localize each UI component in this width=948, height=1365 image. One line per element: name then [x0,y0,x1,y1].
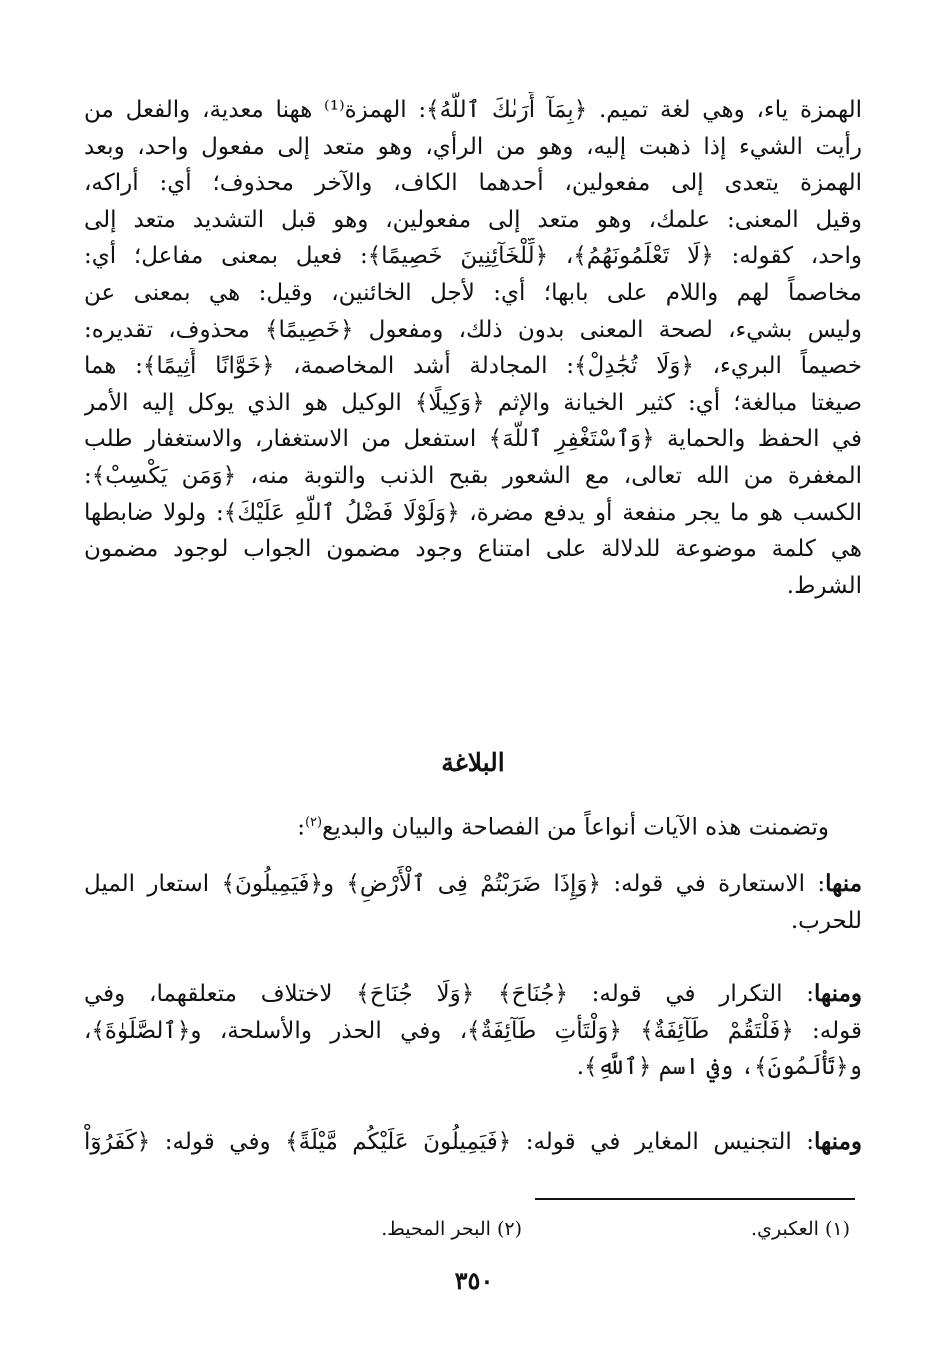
footnote-2: (٢) البحر المحيط. [381,1218,522,1240]
paragraph-line: واحد، كقوله: ﴿لَا تَعْلَمُونَهُمُ﴾، ﴿لِّلْخَآئِنِينَ خَصِيمًا﴾: فعيل بمعنى مفاعل؛ أي: [84,243,862,270]
paragraph-line: هي كلمة موضوعة للدلالة على امتناع وجود مضمون الجواب لوجود مضمون [84,536,862,563]
paragraph-line: الكسب هو ما يجر منفعة أو يدفع مضرة، ﴿وَلَوْلَا فَضْلُ ٱللَّهِ عَلَيْكَ﴾: ولولا ضابطها [84,499,862,526]
item-line [84,1124,862,1161]
item-text: : الاستعارة في قوله: ﴿وَإِذَا ضَرَبْتُمْ فِى ٱلْأَرْضِ﴾ و﴿فَيَمِيلُونَ﴾ استعار الميل [84,871,826,897]
paragraph-line: مخاصماً لهم واللام على بابها؛ أي: لأجل الخائنين، وقيل: هي بمعنى عن [84,279,862,306]
item-text: : التجنيس المغاير في قوله: ﴿فَيَمِيلُونَ عَلَيْكُم مَّيْلَةً﴾ وفي قوله: ﴿كَفَرُوٓاْ [84,1129,815,1155]
section-heading: البلاغة [441,748,505,777]
footnote-divider [535,1198,855,1200]
item-line: للحرب. [790,907,862,934]
paragraph-line: خصيماً البريء، ﴿وَلَا تُجَٰدِلْ﴾: المجادلة أشد المخاصمة، ﴿خَوَّانًا أَثِيمًا﴾: هما [84,353,862,380]
item-line [84,866,862,903]
item-text: : التكرار في قوله: ﴿جُنَاحَ﴾ ﴿وَلَا جُنَاحَ﴾ لاختلاف متعلقهما، وفي [84,981,815,1007]
paragraph-line: وليس بشيء، لصحة المعنى بدون ذلك، ومفعول ﴿خَصِيمًا﴾ محذوف، تقديره: [84,316,862,343]
intro-trailing: : [297,814,305,841]
item-lead: ومنها [814,980,862,1007]
page-number: ٣٥٠ [454,1266,494,1295]
item-line: قوله: ﴿فَلْتَقُمْ طَآئِفَةٌ﴾ ﴿وَلْتَأْتِ طَآئِفَةٌ﴾، وفي الحذر والأسلحة، و﴿ٱلصَّلَوٰةَ﴾، [84,1017,862,1044]
main-paragraph [84,92,862,604]
paragraph-line: الهمزة يتعدى إلى مفعولين، أحدهما الكاف، والآخر محذوف؛ أي: أراكه، [84,170,862,197]
item-lead: ومنها [814,1128,862,1155]
paragraph-line: المغفرة من الله تعالى، مع الشعور بقبح الذنب والتوبة منه، ﴿وَمَن يَكْسِبْ﴾: [84,462,862,489]
item-line [84,976,862,1013]
footnote-marker: (٢) [304,815,323,830]
paragraph-line: رأيت الشيء إذا ذهبت إليه، وهو من الرأي، وهو متعد إلى مفعول واحد، وبعد [84,133,862,160]
paragraph-line: الشرط. [786,572,862,599]
rhetoric-item-repetition [84,976,862,1086]
paragraph-line: صيغتا مبالغة؛ أي: كثير الخيانة والإثم ﴿وَكِيلًا﴾ الوكيل هو الذي يوكل إليه الأمر [84,389,862,416]
paragraph-line: الهمزة ياء، وهي لغة تميم. ﴿بِمَآ أَرَىٰكَ ٱللَّهُ﴾: الهمزة⁽¹⁾ ههنا معدية، والفعل من [84,97,862,123]
paragraph-line: وقيل المعنى: علمك، وهو متعد إلى مفعولين، وهو قبل التشديد متعد إلى [84,206,862,233]
intro-text: وتضمنت هذه الآيات أنواعاً من الفصاحة والبيان والبديع [322,814,829,841]
item-lead: منها [825,870,862,897]
footnote-1: (١) العكبري. [751,1218,850,1240]
paragraph-line: في الحفظ والحماية ﴿وَٱسْتَغْفِرِ ٱللَّهَ﴾ استفعل من الاستغفار، والاستغفار طلب [84,426,862,453]
rhetoric-item-paronomasia [84,1124,862,1161]
rhetoric-item-metaphor [84,866,862,939]
intro-line [84,805,829,846]
item-line: و﴿تَأْلَمُونَ﴾، وفي اسم ﴿ٱللَّهِ﴾. [576,1054,862,1081]
